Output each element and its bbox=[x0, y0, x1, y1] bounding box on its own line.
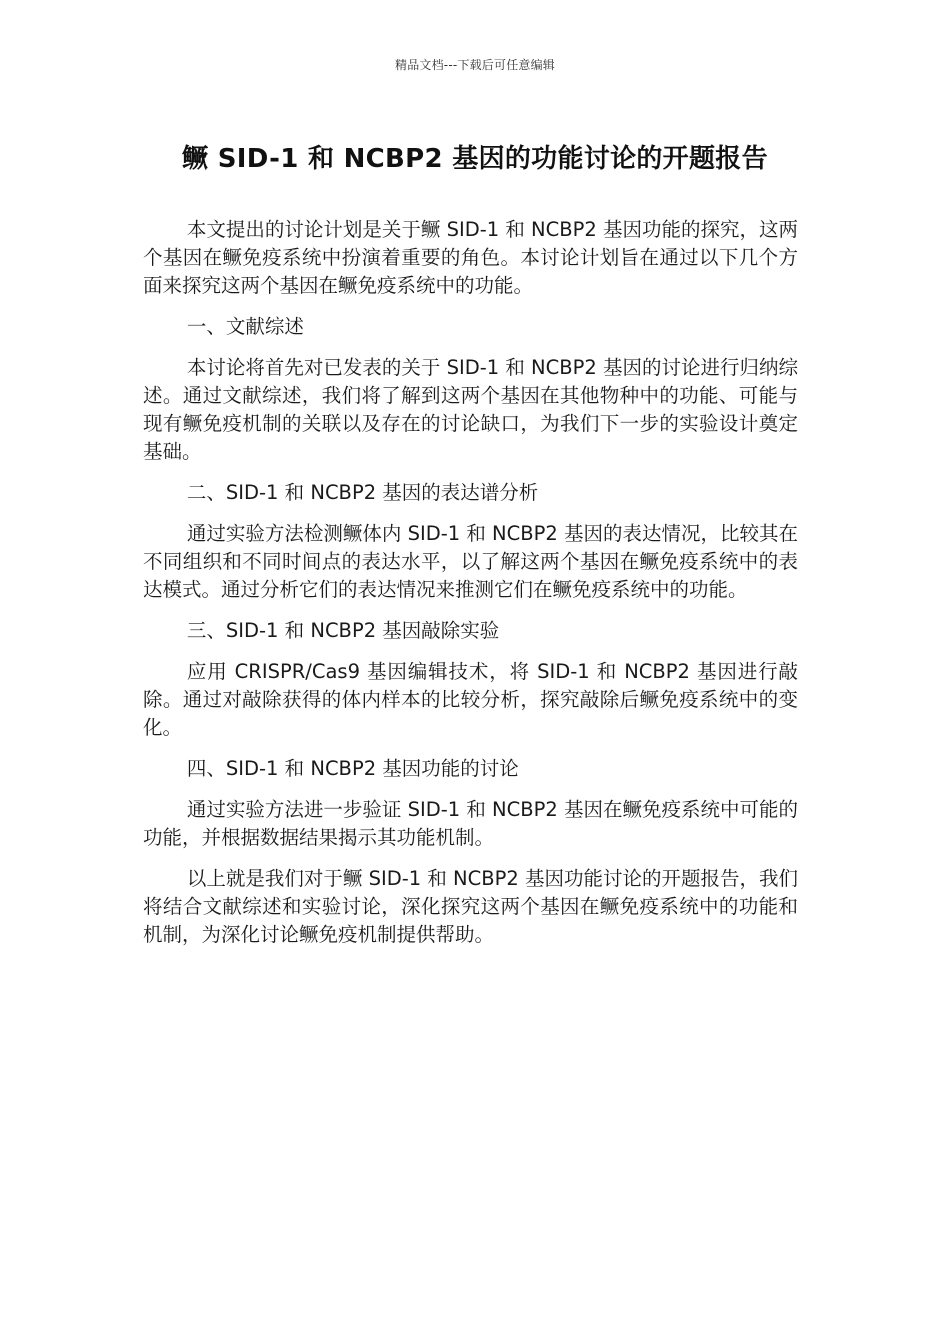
document-title: 鳜 SID-1 和 NCBP2 基因的功能讨论的开题报告 bbox=[182, 144, 768, 174]
paragraph-section-3: 应用 CRISPR/Cas9 基因编辑技术，将 SID-1 和 NCBP2 基因进行敲除。通过对敲除获得的体内样本的比较分析，探究敲除后鳜免疫系统中的变化。 bbox=[143, 660, 798, 739]
paragraph-conclusion: 以上就是我们对于鳜 SID-1 和 NCBP2 基因功能讨论的开题报告，我们将结合文献综述和实验讨论，深化探究这两个基因在鳜免疫系统中的功能和机制，为深化讨论鳜免疫机制提供帮助。 bbox=[143, 867, 799, 946]
section-heading-1: 一、文献综述 bbox=[186, 315, 304, 338]
paragraph-intro: 本文提出的讨论计划是关于鳜 SID-1 和 NCBP2 基因功能的探究，这两个基因在鳜免疫系统中扮演着重要的角色。本讨论计划旨在通过以下几个方面来探究这两个基因在鳜免疫系统中的功能。 bbox=[143, 218, 799, 297]
section-heading-3: 三、SID-1 和 NCBP2 基因敲除实验 bbox=[186, 619, 500, 642]
paragraph-section-1: 本讨论将首先对已发表的关于 SID-1 和 NCBP2 基因的讨论进行归纳综述。通过文献综述，我们将了解到这两个基因在其他物种中的功能、可能与现有鳜免疫机制的关联以及存在的讨论缺口，为我们下一步的实验设计奠定基础。 bbox=[143, 356, 799, 463]
section-heading-2: 二、SID-1 和 NCBP2 基因的表达谱分析 bbox=[186, 481, 539, 504]
document-body bbox=[143, 216, 798, 962]
section-heading-4: 四、SID-1 和 NCBP2 基因功能的讨论 bbox=[186, 757, 519, 780]
paragraph-section-4: 通过实验方法进一步验证 SID-1 和 NCBP2 基因在鳜免疫系统中可能的功能，并根据数据结果揭示其功能机制。 bbox=[143, 798, 799, 849]
page-header-watermark: 精品文档---下载后可任意编辑 bbox=[395, 58, 555, 72]
paragraph-section-2: 通过实验方法检测鳜体内 SID-1 和 NCBP2 基因的表达情况，比较其在不同组织和不同时间点的表达水平，以了解这两个基因在鳜免疫系统中的表达模式。通过分析它们的表达情况来推测它们在鳜免疫系统中的功能。 bbox=[143, 522, 799, 601]
